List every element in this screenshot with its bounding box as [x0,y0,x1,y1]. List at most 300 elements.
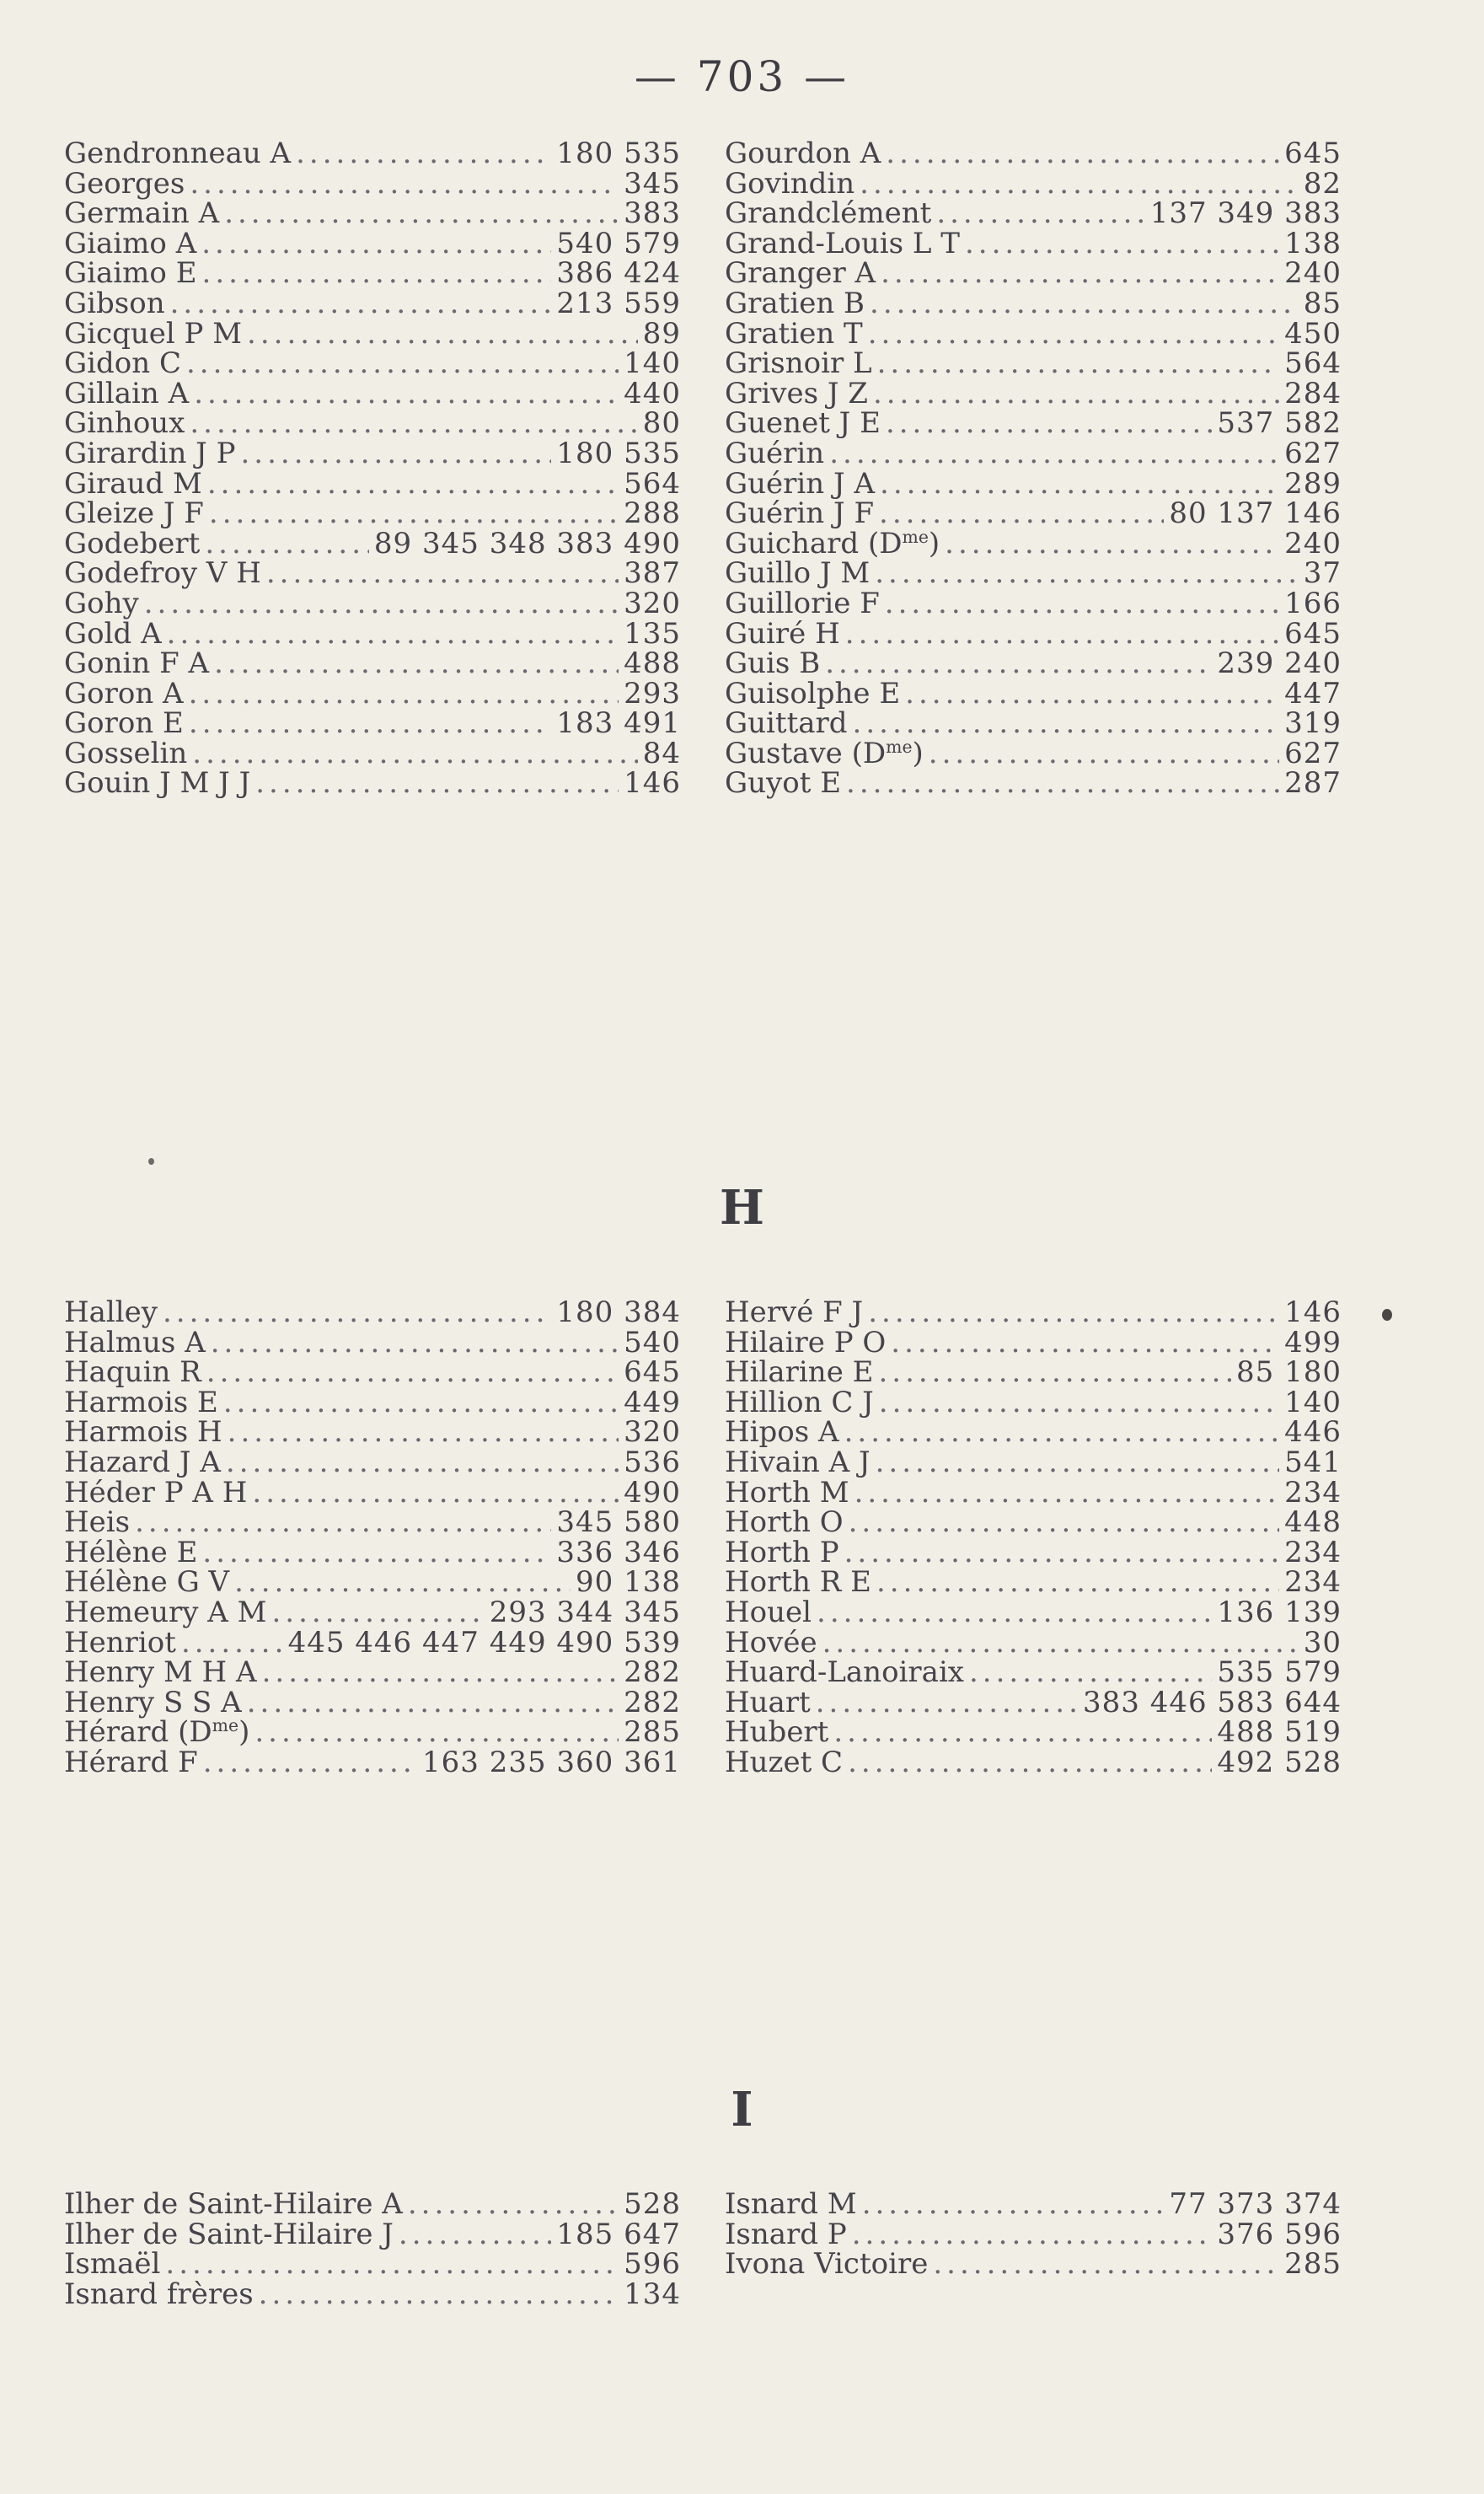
entry-name: Hilarine E [725,1355,874,1390]
index-entry [725,1295,1342,1329]
entry-name: Georges [64,166,185,201]
entry-pages: 234 [1284,1565,1342,1600]
dot-leader [885,589,1279,619]
index-entry [64,646,681,681]
entry-name: Grandclément [725,196,932,231]
index-entry [64,1715,681,1750]
index-entry [725,1745,1342,1779]
index-entry [725,1535,1342,1569]
entry-name: Goron E [64,706,184,741]
entry-name: Girardin J P [64,436,236,470]
entry-name: Guérin J A [725,466,876,501]
entry-pages: 137 349 383 [1149,196,1342,231]
entry-pages: 146 [1284,1295,1342,1329]
entry-pages: 541 [1284,1445,1342,1479]
entry-name: Horth O [725,1505,844,1540]
entry-name: Gicquel P M [64,316,243,351]
dot-leader [886,409,1212,439]
entry-pages: 540 [624,1325,681,1360]
entry-name: Goron A [64,676,184,711]
entry-pages: 180 535 [556,436,681,470]
index-entry [64,226,681,260]
entry-pages: 90 138 [576,1565,681,1600]
index-entry [725,1715,1342,1750]
entry-name: Ilher de Saint-Hilaire A [64,2187,403,2221]
dot-leader [862,2190,1165,2220]
index-entry [64,586,681,620]
entry-pages: 89 345 348 383 490 [373,526,681,560]
section-h-heading: H [720,1180,764,1236]
index-entry [725,256,1342,291]
index-entry [64,256,681,291]
index-entry [725,586,1342,620]
section-i-left-column [64,2187,681,2311]
entry-pages: 85 [1303,286,1342,320]
dot-leader [211,1328,619,1359]
entry-name: Hérard F [64,1745,198,1779]
index-entry [64,1655,681,1690]
entry-pages: 627 [1284,736,1342,770]
dot-leader [202,259,552,289]
entry-pages: 320 [624,1415,681,1450]
index-entry [64,1385,681,1419]
index-entry [64,706,681,741]
entry-pages: 146 [624,766,681,801]
index-entry [725,226,1342,260]
entry-name: Grisnoir L [725,346,872,381]
dot-leader [165,2250,619,2280]
entry-pages: 564 [624,466,681,501]
dot-leader [873,379,1279,410]
entry-pages: 135 [624,616,681,651]
index-entry [725,496,1342,531]
dot-leader [876,1568,1279,1598]
dot-leader [880,469,1279,500]
entry-name: Granger A [725,256,876,291]
entry-name: Huard-Lanoiraix [725,1655,964,1690]
dot-leader [822,1628,1299,1659]
entry-name: Ginhoux [64,406,185,441]
entry-name: Gohy [64,586,139,620]
entry-pages: 80 137 146 [1169,496,1342,531]
index-entry [64,736,681,770]
entry-pages: 282 [624,1655,681,1690]
entry-pages: 488 519 [1217,1715,1342,1750]
entry-pages: 80 [642,406,681,441]
entry-pages: 446 [1284,1415,1342,1450]
index-entry [64,1595,681,1629]
index-entry [725,2217,1342,2251]
entry-name: Henriot [64,1625,176,1660]
entry-pages: 240 [1284,256,1342,291]
entry-name: Grand-Louis L T [725,226,960,260]
entry-pages: 180 384 [556,1295,681,1329]
entry-name: Hemeury A M [64,1595,267,1629]
index-entry [725,316,1342,351]
entry-name: Godefroy V H [64,556,261,591]
entry-pages: 288 [624,496,681,531]
entry-name: Guillorie F [725,586,880,620]
index-entry [725,526,1342,560]
index-entry [64,196,681,231]
dot-leader [844,1538,1279,1569]
entry-name: Guisolphe E [725,676,901,711]
dot-leader [845,619,1279,650]
dot-leader [234,1568,571,1598]
dot-leader [181,1628,283,1659]
dot-leader [247,319,638,350]
entry-name: Horth P [725,1535,839,1569]
entry-pages: 448 [1284,1505,1342,1540]
index-entry [64,406,681,441]
entry-pages: 645 [624,1355,681,1390]
entry-name: Heis [64,1505,131,1540]
section-i-heading: I [731,2082,753,2137]
entry-name: Huzet C [725,1745,844,1779]
index-entry [64,2187,681,2221]
dot-leader [817,1598,1212,1628]
index-entry [64,1445,681,1479]
section-i-right-column [725,2187,1342,2282]
entry-pages: 213 559 [556,286,681,320]
entry-name: Guérin J F [725,496,875,531]
entry-pages: 89 [642,316,681,351]
index-entry [64,676,681,711]
entry-pages: 336 346 [556,1535,681,1569]
dot-leader [844,1418,1280,1448]
entry-pages: 293 [624,676,681,711]
entry-name: Huart [725,1685,811,1719]
entry-pages: 445 446 447 449 490 539 [287,1625,681,1660]
index-entry [64,766,681,801]
entry-pages: 383 [624,196,681,231]
entry-pages: 376 596 [1217,2217,1342,2251]
entry-name: Gendronneau A [64,137,292,170]
entry-name: Guichard $(D^{me})$ [725,526,940,560]
dot-leader [226,1448,619,1478]
index-entry [64,616,681,651]
ink-speck [1382,1309,1392,1321]
entry-pages: 564 [1284,346,1342,381]
index-entry [725,706,1342,741]
index-entry [725,1385,1342,1419]
entry-name: Hélène E [64,1535,198,1569]
entry-pages: 488 [624,646,681,681]
entry-name: Guenet J E [725,406,881,441]
dot-leader [189,679,619,710]
entry-name: Houel [725,1595,812,1629]
entry-pages: 627 [1284,436,1342,470]
dot-leader [852,2220,1213,2250]
index-entry [64,2247,681,2282]
index-entry [725,1655,1342,1690]
index-entry [725,406,1342,441]
entry-pages: 537 582 [1217,406,1342,441]
dot-leader [170,289,552,319]
entry-pages: 138 [1284,226,1342,260]
entry-name: Isnard frères [64,2277,254,2311]
entry-pages: 77 373 374 [1169,2187,1342,2221]
index-entry [725,556,1342,591]
dot-leader [881,259,1279,289]
index-entry [64,1565,681,1600]
index-entry [64,1625,681,1660]
entry-pages: 234 [1284,1475,1342,1510]
ink-speck [148,1158,154,1165]
entry-name: Germain A [64,196,220,231]
dot-leader [933,2250,1279,2280]
dot-leader [936,199,1144,229]
dot-leader [224,199,619,229]
dot-leader [929,739,1279,770]
dot-leader [965,229,1279,260]
index-entry [725,676,1342,711]
entry-name: Guérin [725,436,825,470]
index-entry [64,1355,681,1390]
dot-leader [135,1508,551,1538]
entry-name: Gleize J F [64,496,204,531]
dot-leader [891,1328,1279,1359]
section-g-left-column [64,139,681,799]
index-entry [64,1685,681,1719]
index-entry [725,1475,1342,1510]
page-number: — 703 — [634,52,850,101]
dot-leader [214,649,619,679]
entry-pages: 535 579 [1217,1655,1342,1690]
dot-leader [203,1748,417,1778]
index-entry [64,526,681,560]
entry-name: Giaimo E [64,256,197,291]
entry-name: Gosselin [64,736,188,770]
dot-leader [252,1478,619,1509]
entry-name: Haquin R [64,1355,201,1390]
dot-leader [855,1478,1280,1509]
entry-pages: 287 [1284,766,1342,801]
dot-leader [201,229,551,260]
entry-pages: 492 528 [1217,1745,1342,1779]
entry-pages: 240 [1284,526,1342,560]
index-entry [64,376,681,410]
dot-leader [206,1358,619,1388]
entry-pages: 596 [624,2247,681,2282]
dot-leader [254,1718,619,1748]
entry-name: Harmois E [64,1385,218,1419]
entry-name: Gourdon A [725,137,881,170]
dot-leader [202,1538,551,1569]
entry-pages: 293 344 345 [489,1595,681,1629]
entry-name: Gratien T [725,316,863,351]
entry-name: Ivona Victoire [725,2247,929,2282]
dot-leader [853,709,1280,739]
index-entry [725,139,1342,169]
entry-name: Hilaire P O [725,1325,887,1360]
index-entry [725,2247,1342,2282]
dot-leader [969,1658,1212,1688]
index-entry [64,346,681,381]
entry-name: Hélène G V [64,1565,230,1600]
index-entry [725,1445,1342,1479]
section-h-left-column [64,1295,681,1779]
dot-leader [271,1598,484,1628]
entry-pages: 84 [642,736,681,770]
entry-pages: 536 [624,1445,681,1479]
entry-name: Guillo J M [725,556,871,591]
entry-pages: 540 579 [556,226,681,260]
entry-name: Henry S S A [64,1685,242,1719]
dot-leader [228,1418,619,1448]
index-entry [64,436,681,470]
dot-leader [848,1748,1212,1778]
dot-leader [876,1448,1280,1478]
dot-leader [408,2190,619,2220]
index-entry [64,466,681,501]
entry-name: Gustave $(D^{me})$ [725,736,924,770]
dot-leader [829,439,1279,469]
dot-leader [190,169,619,200]
entry-pages: 85 180 [1236,1355,1342,1390]
entry-pages: 285 [1284,2247,1342,2282]
entry-pages: 320 [624,586,681,620]
entry-pages: 645 [1284,137,1342,170]
index-entry [64,496,681,531]
dot-leader [868,319,1279,350]
index-entry [64,1295,681,1329]
dot-leader [192,739,637,770]
entry-pages: 490 [624,1475,681,1510]
index-entry [725,1625,1342,1660]
entry-name: Ilher de Saint-Hilaire J [64,2217,394,2251]
dot-leader [167,619,619,650]
dot-leader [223,1388,619,1419]
entry-name: Ismaël [64,2247,161,2282]
entry-pages: 239 240 [1217,646,1342,681]
entry-name: Gillain A [64,376,190,410]
entry-name: Horth R E [725,1565,871,1600]
entry-pages: 185 647 [556,2217,681,2251]
index-entry [64,316,681,351]
index-entry [725,1355,1342,1390]
entry-name: Hovée [725,1625,817,1660]
index-entry [725,736,1342,770]
entry-pages: 140 [1284,1385,1342,1419]
dot-leader [825,649,1212,679]
entry-name: Gonin F A [64,646,210,681]
dot-leader [833,1718,1212,1748]
index-entry [64,1535,681,1569]
dot-leader [262,1658,619,1688]
entry-pages: 140 [624,346,681,381]
dot-leader [186,349,619,379]
index-entry [725,1325,1342,1360]
dot-leader [266,559,619,589]
entry-pages: 282 [624,1685,681,1719]
entry-name: Gidon C [64,346,181,381]
entry-name: Gold A [64,616,162,651]
index-entry [725,2187,1342,2221]
dot-leader [846,769,1279,799]
index-entry [725,166,1342,201]
entry-pages: 284 [1284,376,1342,410]
entry-name: Guittard [725,706,848,741]
dot-leader [163,1298,551,1328]
entry-name: Halley [64,1295,158,1329]
dot-leader [879,1388,1279,1419]
entry-name: Godebert [64,526,201,560]
index-entry [725,616,1342,651]
entry-pages: 345 [624,166,681,201]
entry-name: Hazard J A [64,1445,221,1479]
index-entry [64,1415,681,1450]
entry-name: Halmus A [64,1325,206,1360]
entry-pages: 136 139 [1217,1595,1342,1629]
entry-name: Isnard M [725,2187,857,2221]
entry-name: Govindin [725,166,855,201]
index-entry [725,376,1342,410]
index-entry [725,196,1342,231]
dot-leader [879,499,1164,529]
entry-name: Hivain A J [725,1445,871,1479]
dot-leader [240,439,551,469]
entry-pages: 166 [1284,586,1342,620]
index-entry [64,2217,681,2251]
index-entry [725,1595,1342,1629]
entry-name: Giaimo A [64,226,197,260]
dot-leader [870,289,1299,319]
index-entry [725,1415,1342,1450]
entry-name: Hervé F J [725,1295,864,1329]
index-entry [725,646,1342,681]
entry-pages: 180 535 [556,137,681,170]
index-entry [725,466,1342,501]
dot-leader [399,2220,551,2250]
index-entry [725,766,1342,801]
entry-name: Héder P A H [64,1475,248,1510]
entry-pages: 163 235 360 361 [421,1745,681,1779]
entry-name: Guyot E [725,766,842,801]
dot-leader [945,529,1279,560]
index-entry [64,1745,681,1779]
entry-pages: 449 [624,1385,681,1419]
index-entry [64,1505,681,1540]
dot-leader [259,2280,619,2310]
dot-leader [209,499,619,529]
dot-leader [878,1358,1231,1388]
entry-pages: 383 446 583 644 [1082,1685,1342,1719]
dot-leader [905,679,1279,710]
entry-pages: 82 [1303,166,1342,201]
dot-leader [205,529,369,560]
entry-name: Giraud M [64,466,202,501]
index-entry [725,1685,1342,1719]
entry-pages: 450 [1284,316,1342,351]
index-entry [725,436,1342,470]
index-entry [64,2277,681,2311]
entry-name: Hipos A [725,1415,839,1450]
entry-pages: 37 [1303,556,1342,591]
entry-pages: 528 [624,2187,681,2221]
entry-pages: 386 424 [556,256,681,291]
dot-leader [247,1688,619,1719]
dot-leader [189,709,552,739]
dot-leader [194,379,619,410]
entry-pages: 183 491 [556,706,681,741]
section-h-right-column [725,1295,1342,1779]
entry-name: Gratien B [725,286,865,320]
entry-name: Henry M H A [64,1655,257,1690]
section-g-right-column [725,139,1342,799]
dot-leader [868,1298,1279,1328]
dot-leader [875,559,1299,589]
